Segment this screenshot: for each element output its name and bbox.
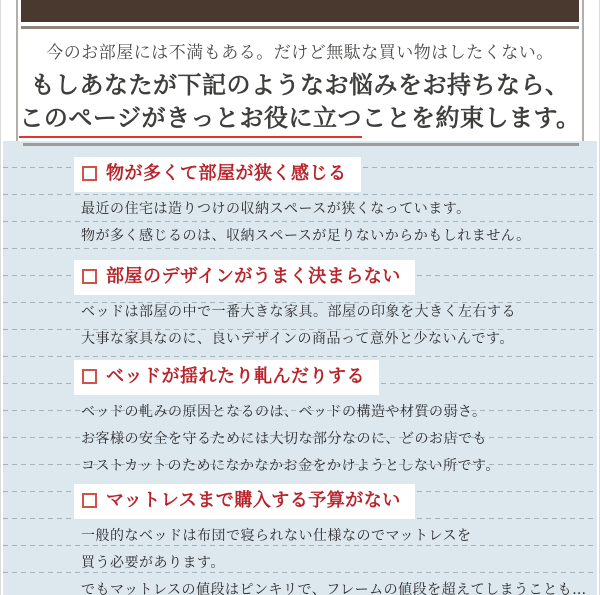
checkbox-icon (82, 369, 97, 384)
concern-body-line: ベッドの軋みの原因となるのは、ベッドの構造や材質の弱さ。 (81, 404, 487, 420)
concern-section-3 (74, 360, 597, 480)
concern-title (74, 157, 361, 192)
sub-catchcopy: 今のお部屋には不満もある。だけど無駄な買い物はしたくない。 (46, 43, 554, 63)
concern-body-line: お客様の安全を守るためには大切な部分なのに、どのお店でも (81, 431, 487, 447)
main-catchcopy-line2 (18, 101, 582, 134)
concern-body (81, 399, 597, 480)
concern-title-text: ベッドが揺れたり軋んだりする (106, 366, 365, 387)
concern-section-4 (74, 484, 597, 595)
concern-body-line: 買う必要があります。 (81, 555, 225, 571)
main-catchcopy-underlined-text: このページがきっとお役に立つ (19, 103, 362, 138)
concerns-panel (3, 141, 597, 595)
main-catchcopy (18, 68, 582, 134)
concern-body-line: 最近の住宅は造りつけの収納スペースが狭くなっています。 (81, 201, 471, 217)
concern-title (74, 260, 415, 295)
concern-body-line: 一般的なベッドは布団で寝られない仕様なのでマットレスを (81, 528, 472, 544)
concern-body-line: ベッドは部屋の中で一番大きな家具。部屋の印象を大きく左右する (81, 304, 516, 320)
concern-body-line: 大事な家具なのに、良いデザインの商品って意外と少ないんです。 (81, 331, 514, 347)
concern-title-text: 部屋のデザインがうまく決まらない (106, 266, 401, 287)
concern-section-1 (74, 157, 597, 250)
concern-title (74, 484, 415, 519)
concern-body-line: コストカットのためになかなかお金をかけようとしない所です。 (81, 458, 500, 474)
concern-title (74, 360, 379, 395)
concern-title-text: 物が多くて部屋が狭く感じる (106, 163, 347, 184)
concern-section-2 (74, 260, 597, 353)
checkbox-icon (82, 166, 97, 181)
concern-body-line: でもマットレスの値段はピンキリで、フレームの値段を超えてしまうことも… (81, 582, 587, 595)
top-taupe-rule (21, 26, 579, 29)
panel-top-rule (23, 143, 579, 146)
concern-body (81, 299, 597, 353)
concern-title-text: マットレスまで購入する予算がない (106, 490, 401, 511)
concern-body (81, 523, 597, 595)
top-brown-bar (21, 0, 579, 22)
main-catchcopy-line1: もしあなたが下記のようなお悩みをお持ちなら、 (30, 70, 570, 99)
checkbox-icon (82, 493, 97, 508)
checkbox-icon (82, 269, 97, 284)
concern-body (81, 196, 597, 250)
concern-body-line: 物が多く感じるのは、収納スペースが足りないからかもしれません。 (81, 228, 531, 244)
header-section (16, 0, 584, 141)
main-catchcopy-line2-rest: ことを約束します。 (361, 103, 581, 132)
